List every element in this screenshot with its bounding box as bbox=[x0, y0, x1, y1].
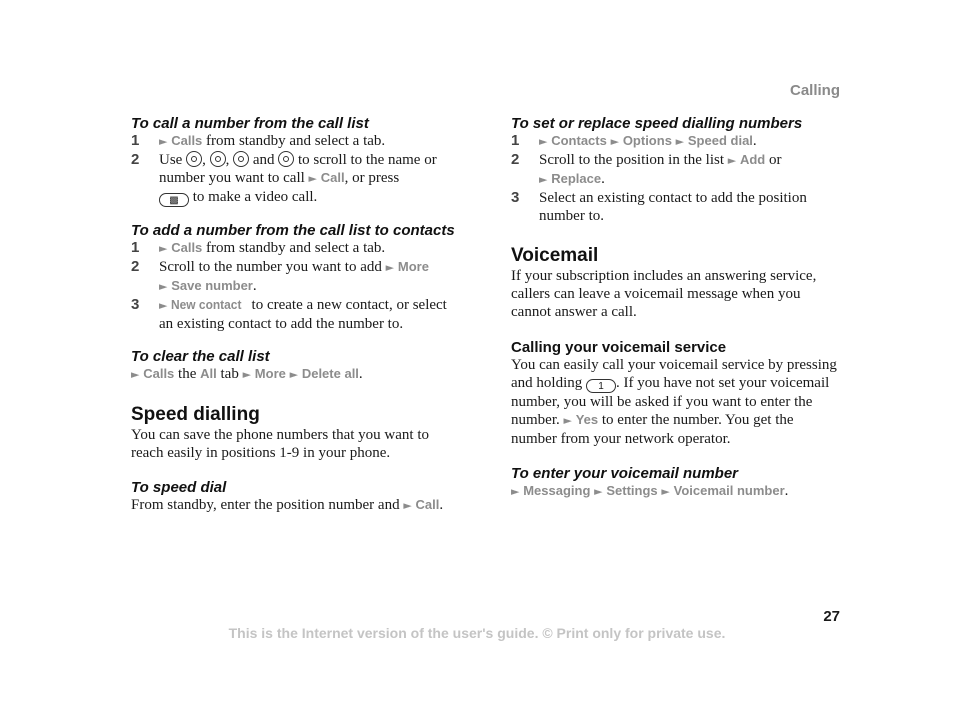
text: to enter the number. You get the number from your network operator. bbox=[511, 412, 794, 447]
step-number: 1 bbox=[131, 132, 140, 149]
step-text: from standby and select a tab. bbox=[202, 133, 386, 149]
voicemail-body: If your subscription includes an answering service, callers can leave a voicemail message when you cannot answer a call. bbox=[511, 268, 817, 320]
menu-arrow-icon: ► bbox=[727, 154, 737, 167]
step-number: 3 bbox=[511, 189, 520, 206]
menu-arrow-icon: ► bbox=[242, 368, 252, 381]
menu-contacts: Contacts bbox=[551, 133, 607, 148]
section-title-speed-dialling: Speed dialling bbox=[131, 404, 260, 425]
step-text: . bbox=[252, 278, 257, 294]
separator: , bbox=[225, 152, 234, 168]
text: From standby, enter the position number and bbox=[131, 497, 404, 513]
menu-arrow-icon: ► bbox=[539, 173, 548, 186]
step-number: 3 bbox=[131, 296, 140, 313]
text: . bbox=[601, 171, 605, 187]
menu-more: More bbox=[254, 366, 286, 381]
step-number: 2 bbox=[131, 258, 140, 275]
menu-speed-dial: Speed dial bbox=[687, 133, 753, 148]
text: . bbox=[358, 366, 363, 382]
menu-arrow-icon: ► bbox=[159, 242, 168, 255]
step-text: Scroll to the number you want to add bbox=[159, 259, 386, 275]
menu-yes: Yes bbox=[575, 412, 599, 427]
heading-clear-call-list: To clear the call list bbox=[131, 348, 270, 365]
key-1-icon: 1 bbox=[586, 379, 616, 393]
speed-dialling-body: You can save the phone numbers that you want to reach easily in positions 1-9 in your phone. bbox=[131, 427, 430, 461]
video-call-key-icon: ▩ bbox=[159, 193, 189, 207]
step-1 bbox=[511, 132, 841, 151]
page-number: 27 bbox=[823, 608, 840, 625]
menu-arrow-icon: ► bbox=[563, 414, 572, 427]
step-text: Use bbox=[159, 152, 187, 168]
nav-left-icon bbox=[186, 151, 202, 167]
step-text: from standby and select a tab. bbox=[202, 240, 386, 256]
step-2 bbox=[511, 151, 841, 189]
step-2 bbox=[131, 151, 461, 207]
menu-arrow-icon: ► bbox=[308, 172, 318, 185]
step-number: 1 bbox=[131, 239, 140, 256]
menu-arrow-icon: ► bbox=[131, 368, 140, 381]
calling-voicemail-body bbox=[511, 356, 841, 448]
right-column bbox=[511, 116, 841, 501]
enter-voicemail-instruction bbox=[511, 482, 841, 501]
menu-arrow-icon: ► bbox=[289, 368, 299, 381]
menu-call: Call bbox=[415, 497, 440, 512]
step-text: to scroll to the name or number you want to call bbox=[159, 152, 437, 186]
nav-right-icon bbox=[210, 151, 226, 167]
step-number: 1 bbox=[511, 132, 520, 149]
step-1 bbox=[131, 239, 461, 258]
speed-dial-instruction bbox=[131, 496, 461, 515]
nav-up-icon bbox=[233, 151, 249, 167]
step-text: Scroll to the position in the list bbox=[539, 152, 728, 168]
menu-new-contact: New contact bbox=[171, 297, 242, 312]
menu-calls: Calls bbox=[171, 240, 203, 255]
text: . bbox=[439, 497, 444, 513]
step-3 bbox=[511, 189, 841, 225]
menu-arrow-icon: ► bbox=[675, 135, 685, 148]
heading-set-speed-dial: To set or replace speed dialling numbers bbox=[511, 115, 803, 132]
menu-options: Options bbox=[622, 133, 672, 148]
menu-add: Add bbox=[739, 152, 766, 167]
running-header: Calling bbox=[789, 82, 840, 99]
step-1 bbox=[131, 132, 461, 151]
step-3 bbox=[131, 296, 461, 333]
step-text: to make a video call. bbox=[189, 189, 318, 205]
footer-note: This is the Internet version of the user's guide. © Print only for private use. bbox=[228, 625, 726, 641]
heading-add-to-contacts: To add a number from the call list to contacts bbox=[131, 222, 455, 239]
menu-replace: Replace bbox=[551, 171, 602, 186]
step-text: to create a new contact, or select an existing contact to add the number to. bbox=[159, 297, 447, 332]
menu-arrow-icon: ► bbox=[385, 261, 395, 274]
text: . bbox=[752, 133, 757, 149]
nav-down-icon bbox=[278, 151, 294, 167]
text: or bbox=[765, 152, 782, 168]
menu-arrow-icon: ► bbox=[610, 135, 620, 148]
menu-arrow-icon: ► bbox=[159, 135, 168, 148]
text: tab bbox=[216, 366, 243, 382]
menu-arrow-icon: ► bbox=[159, 299, 168, 312]
menu-arrow-icon: ► bbox=[403, 499, 412, 512]
text: . If you have not set your voicemail number, you will be asked if you want to enter the number. bbox=[511, 375, 830, 428]
text: the bbox=[174, 366, 201, 382]
menu-arrow-icon: ► bbox=[594, 485, 603, 498]
step-number: 2 bbox=[511, 151, 520, 168]
menu-arrow-icon: ► bbox=[661, 485, 670, 498]
step-text: , or press bbox=[344, 170, 400, 186]
heading-enter-voicemail-number: To enter your voicemail number bbox=[511, 465, 738, 482]
menu-arrow-icon: ► bbox=[511, 485, 520, 498]
menu-arrow-icon: ► bbox=[539, 135, 548, 148]
menu-calls: Calls bbox=[171, 133, 203, 148]
clear-list-instruction bbox=[131, 365, 461, 384]
separator: , bbox=[202, 152, 210, 168]
text: You can easily call your voicemail service by pressing and holding bbox=[511, 357, 837, 391]
menu-call: Call bbox=[320, 170, 345, 185]
menu-calls: Calls bbox=[143, 366, 175, 381]
text: . bbox=[784, 483, 789, 499]
step-2 bbox=[131, 258, 461, 296]
left-column bbox=[131, 116, 461, 515]
step-number: 2 bbox=[131, 151, 140, 168]
menu-messaging: Messaging bbox=[523, 483, 591, 498]
menu-delete-all: Delete all bbox=[301, 366, 359, 381]
heading-calling-voicemail: Calling your voicemail service bbox=[511, 339, 727, 356]
section-title-voicemail: Voicemail bbox=[511, 245, 599, 266]
menu-save-number: Save number bbox=[171, 278, 253, 293]
menu-arrow-icon: ► bbox=[159, 280, 168, 293]
step-text: and bbox=[249, 152, 279, 168]
step-text: Select an existing contact to add the position number to. bbox=[539, 190, 807, 224]
heading-call-from-list: To call a number from the call list bbox=[131, 115, 369, 132]
heading-to-speed-dial: To speed dial bbox=[131, 479, 227, 496]
menu-settings: Settings bbox=[606, 483, 658, 498]
menu-voicemail-number: Voicemail number bbox=[673, 483, 785, 498]
menu-more: More bbox=[397, 259, 429, 274]
menu-all: All bbox=[200, 366, 217, 381]
